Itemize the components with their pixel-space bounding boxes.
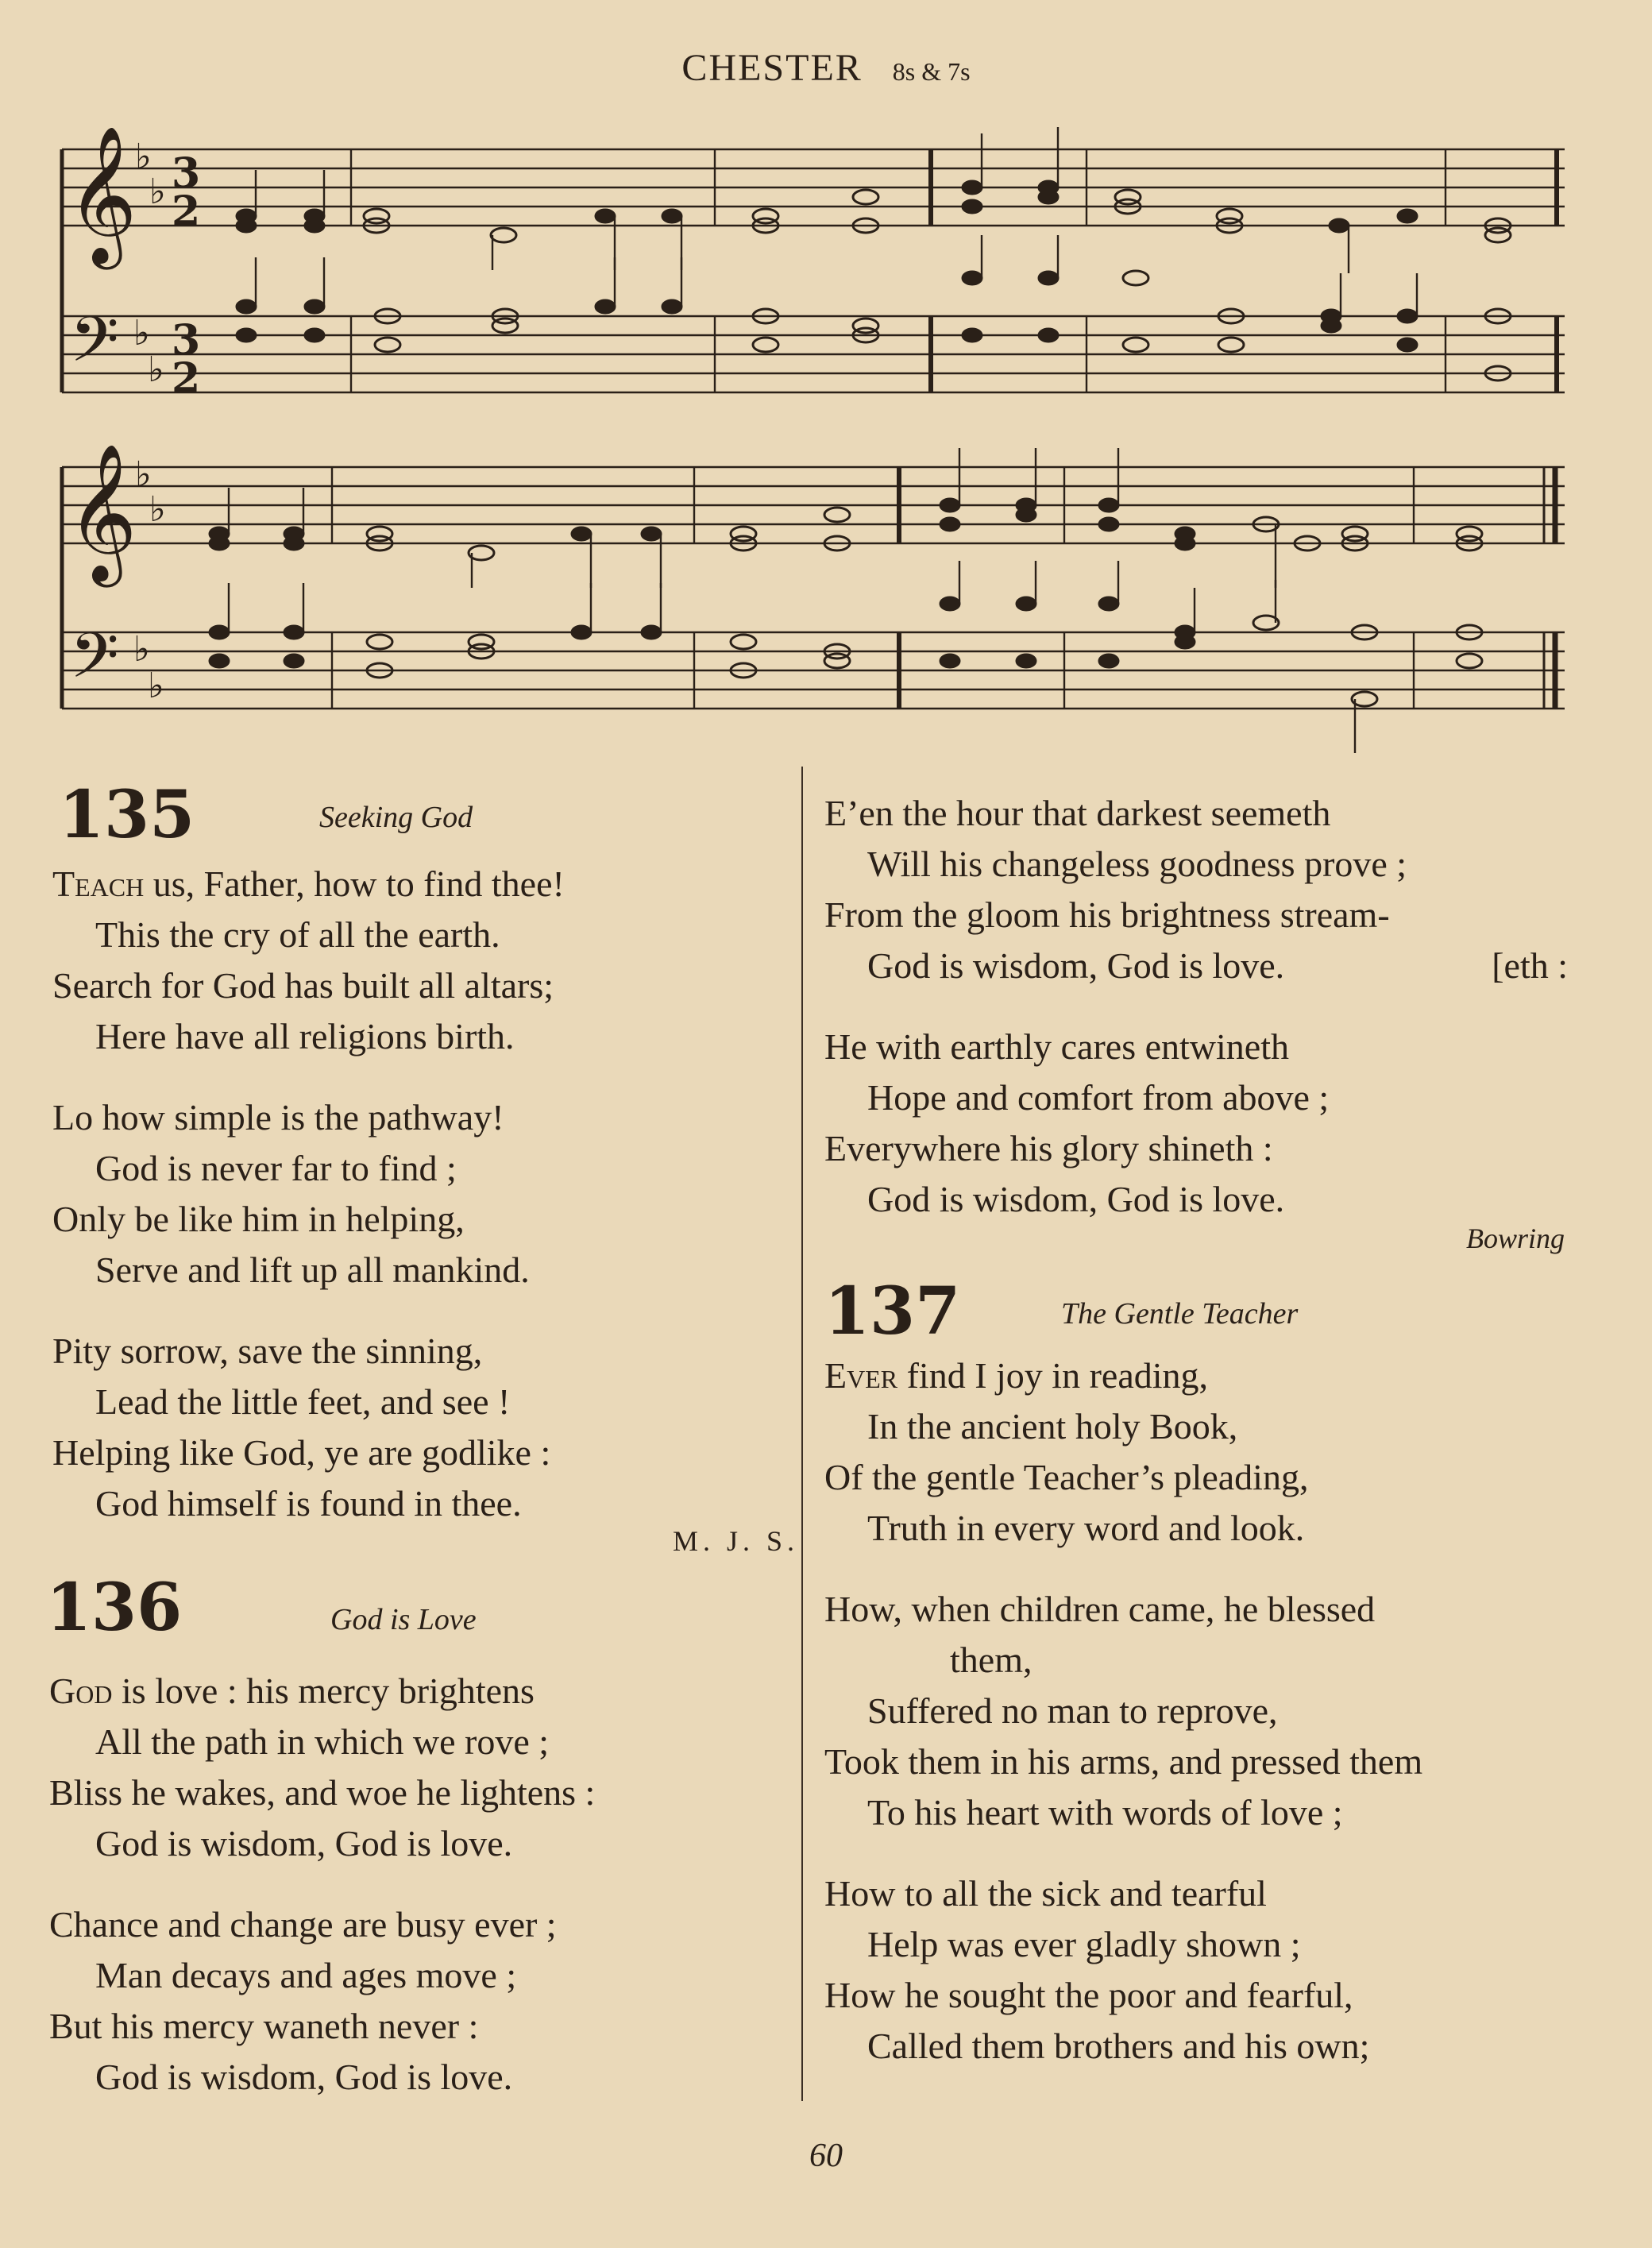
verse-line: God is wisdom, God is love.	[95, 2057, 513, 2097]
verse-line: How he sought the poor and fearful,	[824, 1975, 1353, 2015]
svg-text:♭: ♭	[135, 454, 152, 495]
verse-line: Pity sorrow, save the sinning,	[52, 1331, 483, 1371]
verse-line: Lead the little feet, and see !	[95, 1381, 511, 1422]
svg-text:♭: ♭	[133, 629, 150, 670]
stanza	[52, 1326, 799, 1529]
hymn-number: 136	[46, 1570, 183, 1646]
stanza	[824, 1022, 1565, 1225]
verse-line: Suffered no man to reprove,	[867, 1690, 1278, 1731]
left-column	[46, 777, 799, 2133]
verse-line: He with earthly cares entwineth	[824, 1026, 1289, 1067]
right-column	[824, 788, 1568, 2102]
bass-clef-icon: 𝄢	[70, 619, 119, 708]
svg-text:♭: ♭	[148, 350, 164, 390]
hymn-number: 135	[59, 777, 195, 853]
svg-text:2: 2	[172, 187, 201, 236]
verse-line: Of the gentle Teacher’s pleading,	[824, 1457, 1309, 1497]
verse-line: Everywhere his glory shineth :	[824, 1128, 1273, 1168]
verse-line: Help was ever gladly shown ;	[867, 1924, 1301, 1964]
bass-clef-icon: 𝄢	[70, 303, 119, 392]
verse-line: In the ancient holy Book,	[867, 1406, 1238, 1447]
verse-line: This the cry of all the earth.	[95, 914, 500, 955]
verse-line: To his heart with words of love ;	[867, 1792, 1343, 1833]
stanza	[49, 1899, 799, 2103]
staff-2-bass	[62, 632, 1565, 709]
verse-line: God is love : his mercy brightens	[49, 1671, 535, 1711]
stanza	[824, 788, 1568, 991]
hymn-137-header	[824, 1273, 1565, 1374]
verse-line: Teach us, Father, how to find thee!	[52, 863, 565, 904]
svg-text:3: 3	[172, 149, 201, 198]
verse-line: Chance and change are busy ever ;	[49, 1904, 557, 1945]
stanza	[824, 1584, 1565, 1838]
hymn-title: The Gentle Teacher	[1061, 1297, 1299, 1331]
verse-line: Helping like God, ye are godlike :	[52, 1432, 551, 1473]
svg-text:♭: ♭	[135, 137, 152, 177]
stanza	[52, 859, 799, 1062]
svg-text:♭: ♭	[149, 489, 166, 530]
svg-text:3: 3	[172, 316, 201, 365]
author: M. J. S.	[672, 1525, 799, 1557]
verse-line: God is never far to find ;	[95, 1148, 457, 1188]
verse-line: All the path in which we rove ;	[95, 1721, 550, 1762]
treble-clef-icon: 𝄞	[67, 443, 137, 581]
svg-text:♭: ♭	[133, 313, 150, 353]
verse-line: Hope and comfort from above ;	[867, 1077, 1330, 1118]
music-score	[0, 0, 1652, 763]
column-divider	[801, 767, 803, 2101]
stanza	[824, 1868, 1565, 2072]
stanza	[49, 1666, 799, 1869]
line-overflow: [eth :	[1492, 945, 1568, 986]
line-text: God is wisdom, God is love.	[867, 945, 1285, 986]
hymn-title: Seeking God	[319, 801, 473, 834]
verse-line	[824, 941, 1568, 991]
hymn-number: 137	[824, 1273, 961, 1350]
verse-line: them,	[950, 1640, 1032, 1680]
author: Bowring	[1465, 1222, 1565, 1254]
verse-line: Lo how simple is the pathway!	[52, 1097, 504, 1138]
verse-line: From the gloom his brightness stream-	[824, 894, 1390, 935]
tune-name: CHESTER	[681, 47, 863, 89]
verse-line: Ever find I joy in reading,	[824, 1355, 1209, 1396]
treble-clef-icon: 𝄞	[67, 126, 137, 264]
verse-line: E’en the hour that darkest seemeth	[824, 793, 1331, 833]
verse-line: Here have all religions birth.	[95, 1016, 515, 1056]
hymn-title: God is Love	[330, 1603, 477, 1636]
verse-line: Search for God has built all altars;	[52, 965, 554, 1006]
verse-line: Truth in every word and look.	[867, 1508, 1305, 1548]
svg-text:♭: ♭	[149, 172, 166, 212]
stanza	[824, 1350, 1565, 1554]
verse-line: God is wisdom, God is love.	[95, 1823, 513, 1864]
verse-line: God is wisdom, God is love.	[867, 1179, 1285, 1219]
verse-line: Called them brothers and his own;	[867, 2026, 1370, 2066]
hymn-136-header	[46, 1570, 799, 1671]
verse-line: How to all the sick and tearful	[824, 1873, 1267, 1914]
verse-line: Serve and lift up all mankind.	[95, 1250, 530, 1290]
svg-text:2: 2	[172, 354, 201, 403]
stanza	[52, 1092, 799, 1296]
verse-line: But his mercy waneth never :	[49, 2006, 479, 2046]
verse-line: Man decays and ages move ;	[95, 1955, 517, 1995]
verse-line: God himself is found in thee.	[95, 1483, 522, 1524]
staff-1-treble	[62, 149, 1565, 226]
verse-line: Bliss he wakes, and woe he lightens :	[49, 1772, 596, 1813]
verse-line: Will his changeless goodness prove ;	[867, 844, 1407, 884]
page-number: 60	[809, 2138, 843, 2174]
verse-line: How, when children came, he blessed	[824, 1589, 1376, 1629]
verse-line: Took them in his arms, and pressed them	[824, 1741, 1423, 1782]
svg-text:♭: ♭	[148, 666, 164, 706]
verse-line: Only be like him in helping,	[52, 1199, 465, 1239]
tune-meter: 8s & 7s	[892, 57, 971, 86]
hymn-135-header	[52, 777, 799, 878]
